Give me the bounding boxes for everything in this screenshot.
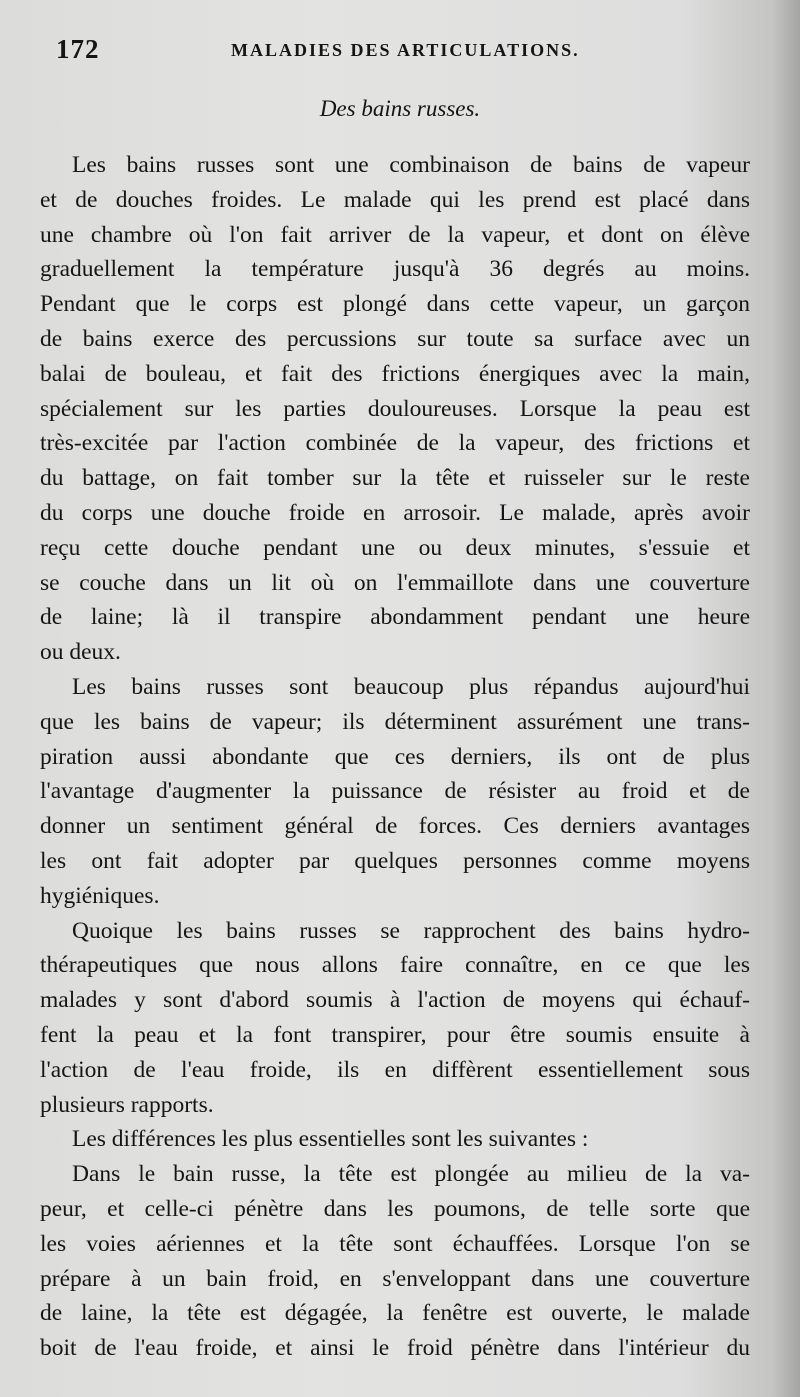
text-line: les voies aériennes et la tête sont échauffées. Lorsque l'on se bbox=[40, 1230, 750, 1257]
text-line: l'avantage d'augmenter la puissance de résister au froid et de bbox=[40, 778, 750, 805]
text-line: thérapeutiques que nous allons faire connaître, en ce que les bbox=[40, 952, 750, 979]
section-title: Des bains russes. bbox=[319, 96, 481, 121]
text-line: plusieurs rapports. bbox=[40, 1091, 214, 1118]
text-line: Pendant que le corps est plongé dans cette vapeur, un garçon bbox=[40, 291, 750, 318]
text-line: de bains exerce des percussions sur toute sa surface avec un bbox=[40, 325, 750, 352]
text-line: Les différences les plus essentielles sont les suivantes : bbox=[72, 1126, 589, 1153]
text-line: fent la peau et la font transpirer, pour être soumis ensuite à bbox=[40, 1021, 750, 1048]
page-gutter-shadow bbox=[772, 0, 800, 1397]
text-line: donner un sentiment général de forces. Ces derniers avantages bbox=[40, 813, 750, 840]
text-line: Les bains russes sont une combinaison de bains de vapeur bbox=[72, 152, 750, 178]
text-line: du battage, on fait tomber sur la tête et ruisseler sur le reste bbox=[40, 465, 750, 492]
text-line: ou deux. bbox=[40, 639, 121, 666]
text-line: balai de bouleau, et fait des frictions énergiques avec la main, bbox=[40, 360, 750, 387]
text-line: prépare à un bain froid, en s'enveloppant dans une couverture bbox=[40, 1265, 750, 1292]
text-line: de laine, la tête est dégagée, la fenêtre est ouverte, le malade bbox=[40, 1300, 750, 1327]
text-line: graduellement la température jusqu'à 36 degrés au moins. bbox=[40, 256, 750, 283]
text-line: que les bains de vapeur; ils déterminent assurément une trans- bbox=[40, 708, 750, 735]
text-line: les ont fait adopter par quelques personnes comme moyens bbox=[40, 847, 750, 874]
text-line: se couche dans un lit où on l'emmaillote dans une couverture bbox=[40, 569, 750, 596]
text-line: très-excitée par l'action combinée de la vapeur, des frictions et bbox=[40, 430, 750, 457]
text-line: du corps une douche froide en arrosoir. Le malade, après avoir bbox=[40, 499, 750, 526]
page-number: 172 bbox=[56, 34, 100, 64]
text-line: hygiéniques. bbox=[40, 882, 160, 909]
text-line: boit de l'eau froide, et ainsi le froid pénètre dans l'intérieur du bbox=[40, 1335, 750, 1362]
text-line: reçu cette douche pendant une ou deux minutes, s'essuie et bbox=[40, 534, 750, 561]
text-line: malades y sont d'abord soumis à l'action de moyens qui échauf- bbox=[40, 987, 750, 1014]
text-line: spécialement sur les parties douloureuses. Lorsque la peau est bbox=[40, 395, 750, 422]
text-line: piration aussi abondante que ces derniers, ils ont de plus bbox=[40, 743, 750, 770]
text-line: l'action de l'eau froide, ils en diffèrent essentiellement sous bbox=[40, 1056, 750, 1083]
body-text bbox=[40, 148, 750, 1366]
text-line: et de douches froides. Le malade qui les prend est placé dans bbox=[40, 186, 750, 213]
text-line: Quoique les bains russes se rapprochent des bains hydro- bbox=[72, 917, 750, 944]
text-line: de laine; là il transpire abondamment pendant une heure bbox=[40, 604, 750, 631]
text-line: peur, et celle-ci pénètre dans les poumons, de telle sorte que bbox=[40, 1195, 750, 1222]
text-line: une chambre où l'on fait arriver de la vapeur, et dont on élève bbox=[40, 221, 750, 248]
text-line: Les bains russes sont beaucoup plus répandus aujourd'hui bbox=[72, 673, 750, 700]
page-header bbox=[56, 34, 756, 70]
running-head: MALADIES DES ARTICULATIONS. bbox=[231, 40, 580, 60]
text-line: Dans le bain russe, la tête est plongée au milieu de la va- bbox=[72, 1161, 750, 1188]
